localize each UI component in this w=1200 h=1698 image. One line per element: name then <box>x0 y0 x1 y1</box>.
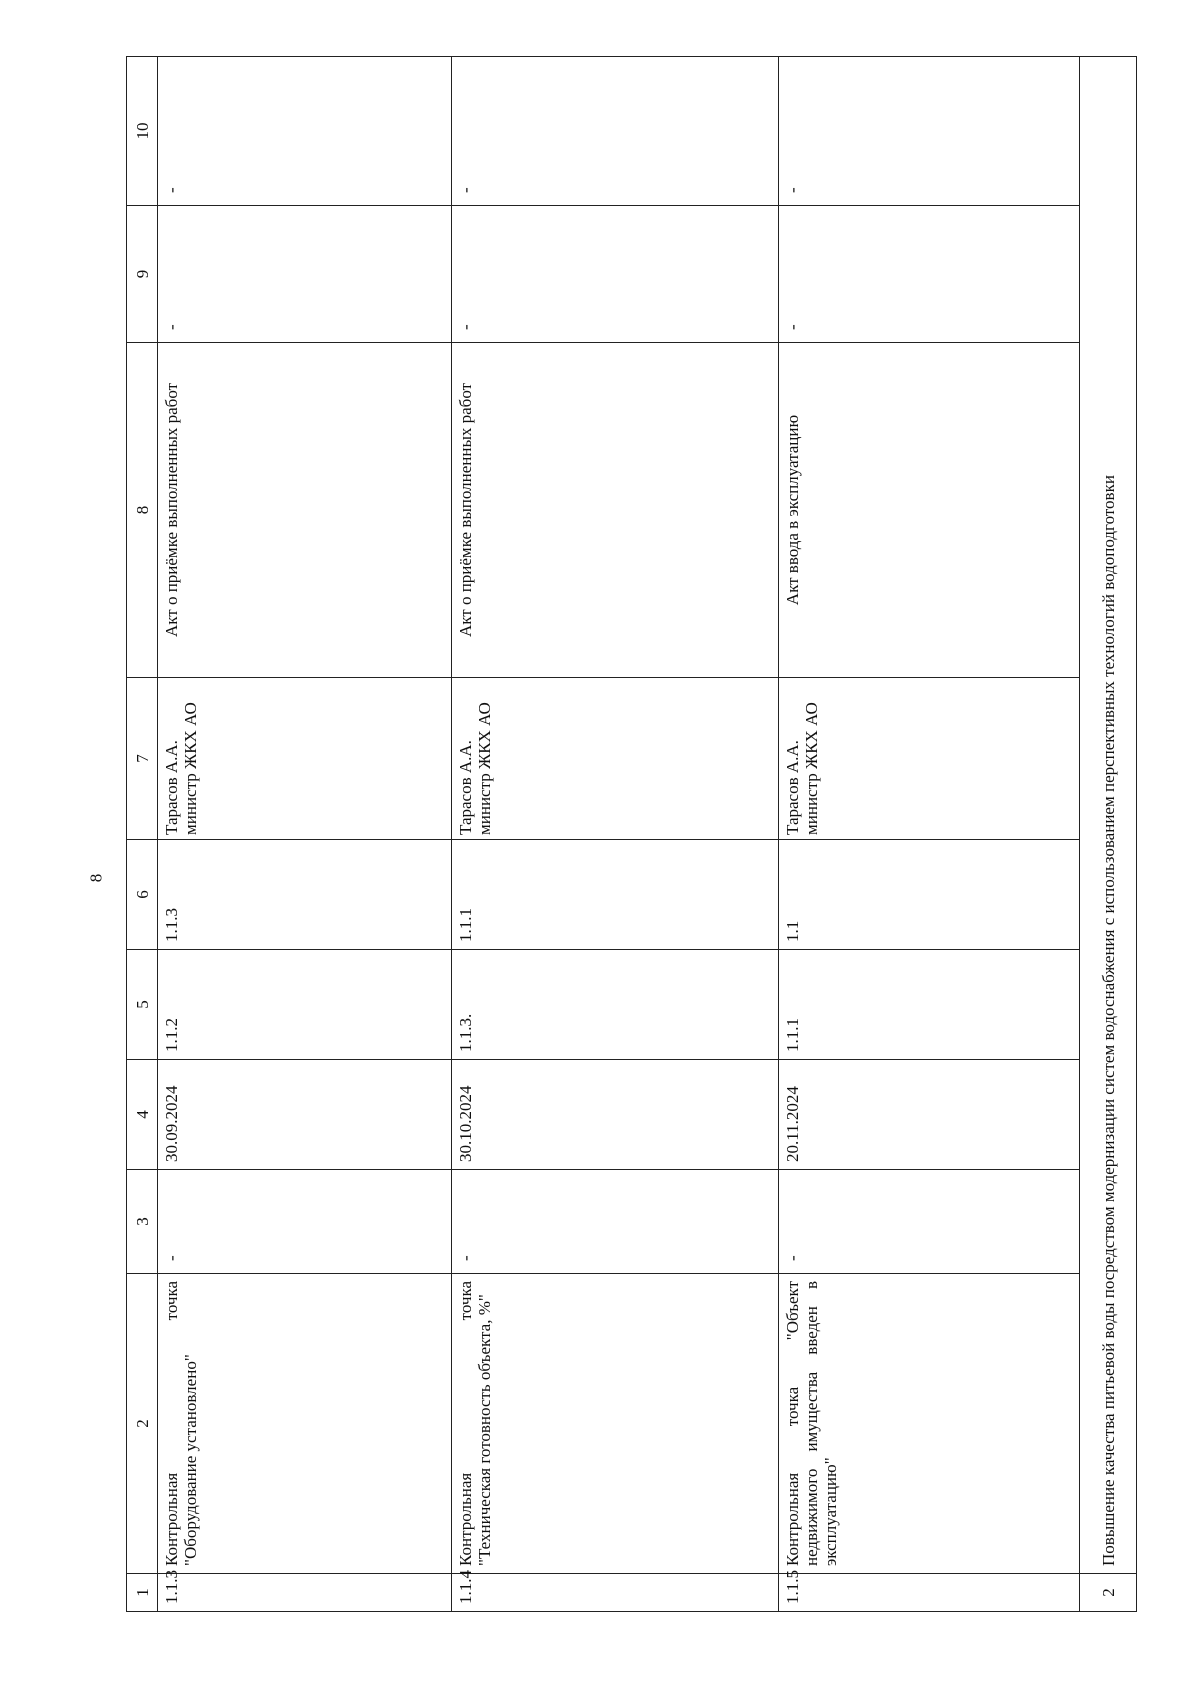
table-row <box>452 57 779 1612</box>
section-number: 2 <box>1080 1574 1137 1612</box>
end-date: 20.11.2024 <box>779 1060 1080 1170</box>
plan-table <box>126 56 1137 1612</box>
result-document: Акт о приёмке выполненных работ <box>452 343 779 678</box>
header-row <box>127 57 158 1612</box>
col-header-8: 8 <box>127 343 158 678</box>
col-9-value: - <box>158 206 452 343</box>
section-row <box>1080 57 1137 1612</box>
col-header-10: 10 <box>127 57 158 206</box>
start-date: - <box>158 1170 452 1274</box>
end-date: 30.10.2024 <box>452 1060 779 1170</box>
col-10-value: - <box>158 57 452 206</box>
col-header-7: 7 <box>127 678 158 840</box>
col-header-1: 1 <box>127 1574 158 1612</box>
col-9-value: - <box>452 206 779 343</box>
section-title: Повышение качества питьевой воды посредством модернизации систем водоснабжения с использованием перспективных технологий водоподготовки <box>1080 57 1137 1574</box>
col-10-value: - <box>452 57 779 206</box>
event-name <box>158 1274 452 1574</box>
col-header-6: 6 <box>127 840 158 950</box>
event-name-part: Контрольная <box>162 1472 181 1566</box>
plan-table-container <box>126 57 1119 1612</box>
table-row <box>779 57 1080 1612</box>
row-number: 1.1.4 <box>452 1574 779 1612</box>
event-name-part: точка <box>456 1281 475 1321</box>
predecessor: 1.1.2 <box>158 950 452 1060</box>
col-header-9: 9 <box>127 206 158 343</box>
responsible: Тарасов А.А. министр ЖКХ АО <box>779 678 1080 840</box>
event-name-part: точка <box>162 1281 181 1321</box>
start-date: - <box>779 1170 1080 1274</box>
end-date: 30.09.2024 <box>158 1060 452 1170</box>
result-document: Акт ввода в эксплуатацию <box>779 343 1080 678</box>
event-name-rest: "Оборудование установлено" <box>181 1354 200 1566</box>
col-header-4: 4 <box>127 1060 158 1170</box>
page-number: 8 <box>86 873 106 883</box>
event-name-part: Контрольная <box>456 1472 475 1566</box>
event-name: Контрольная точка "Объект недвижимого имущества введен в эксплуатацию" <box>779 1274 1080 1574</box>
col-10-value: - <box>779 57 1080 206</box>
start-date: - <box>452 1170 779 1274</box>
successor: 1.1 <box>779 840 1080 950</box>
col-header-2: 2 <box>127 1274 158 1574</box>
event-name <box>452 1274 779 1574</box>
predecessor: 1.1.3. <box>452 950 779 1060</box>
result-document: Акт о приёмке выполненных работ <box>158 343 452 678</box>
table-row <box>158 57 452 1612</box>
responsible: Тарасов А.А. министр ЖКХ АО <box>158 678 452 840</box>
col-header-5: 5 <box>127 950 158 1060</box>
rotated-table <box>126 57 1119 1612</box>
col-9-value: - <box>779 206 1080 343</box>
row-number: 1.1.5 <box>779 1574 1080 1612</box>
predecessor: 1.1.1 <box>779 950 1080 1060</box>
row-number: 1.1.3 <box>158 1574 452 1612</box>
event-name-rest: "Техническая готовность объекта, %" <box>475 1294 494 1566</box>
responsible: Тарасов А.А. министр ЖКХ АО <box>452 678 779 840</box>
successor: 1.1.3 <box>158 840 452 950</box>
successor: 1.1.1 <box>452 840 779 950</box>
col-header-3: 3 <box>127 1170 158 1274</box>
